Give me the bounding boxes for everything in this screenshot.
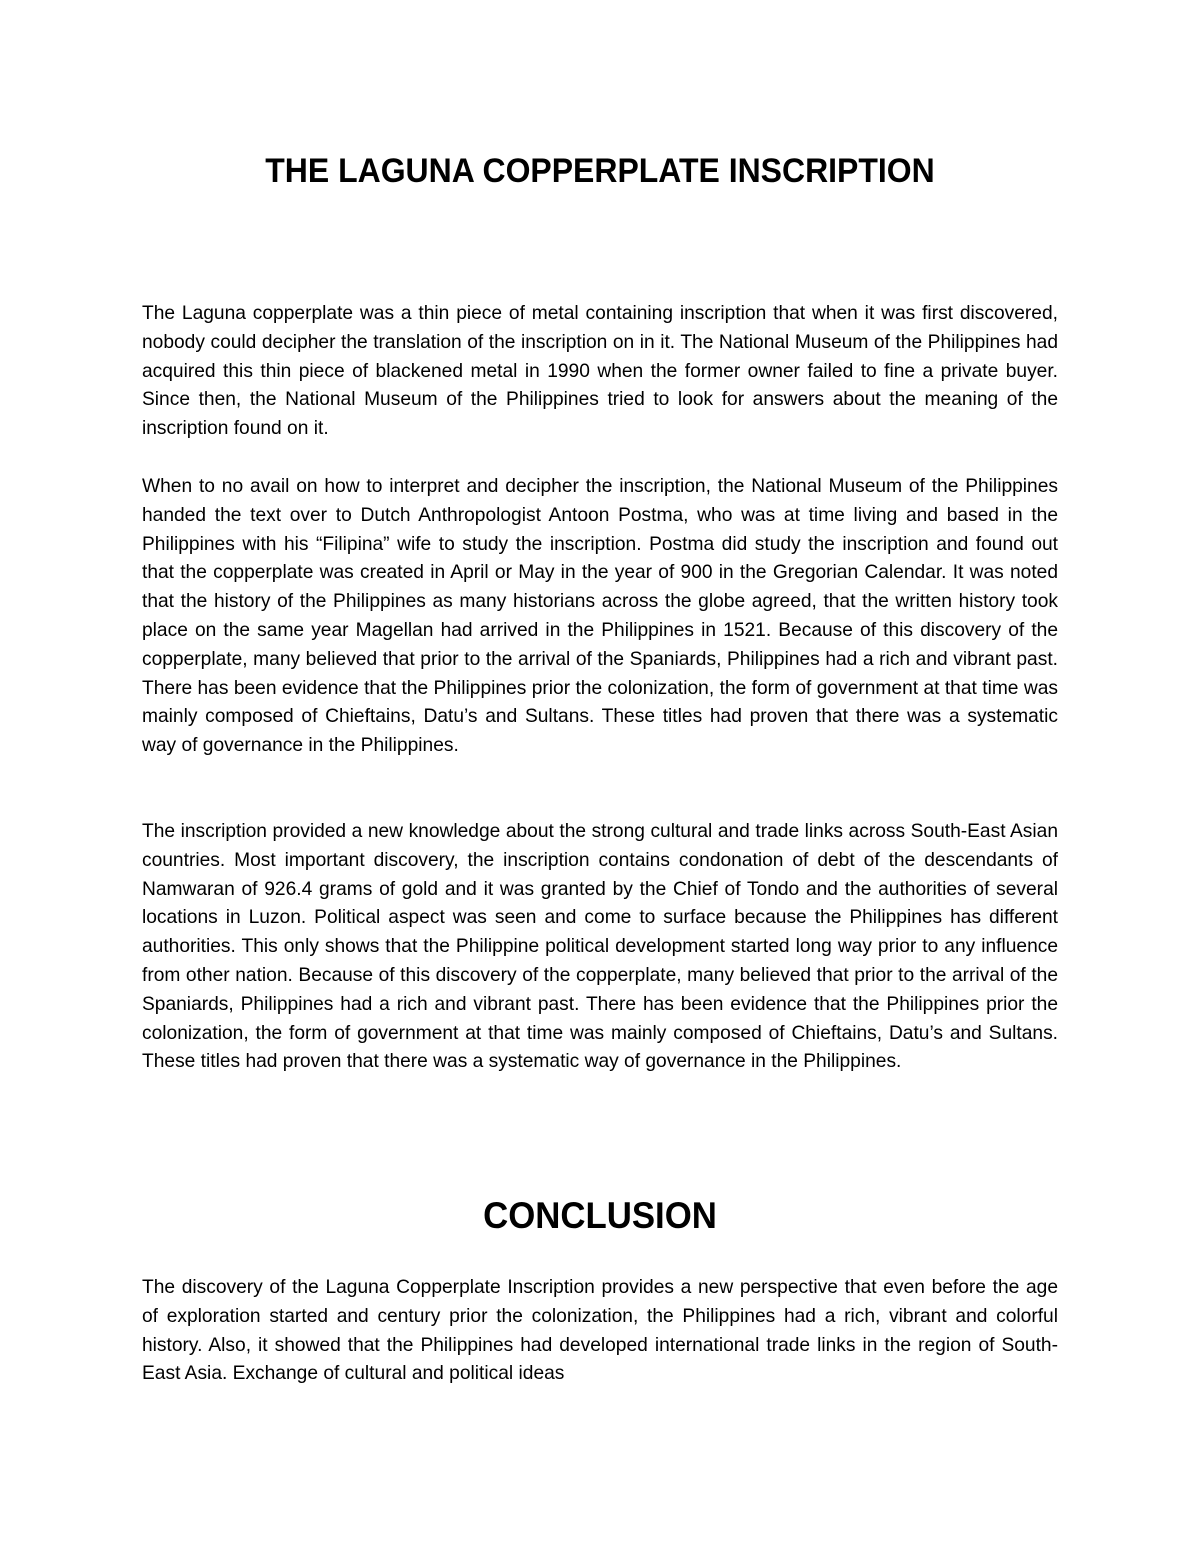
body-paragraph-3: The inscription provided a new knowledge about the strong cultural and trade links across South-East Asian countries. Most important discovery, the inscription contains condonation of debt of the descendants of Namwaran of 926.4 grams of gold and it was granted by the Chief of Tondo and the authorities of several locations in Luzon. Political aspect was seen and come to surface because the Philippines has different authorities. This only shows that the Philippine political development started long way prior to any influence from other nation. Because of this discovery of the copperplate, many believed that prior to the arrival of the Spaniards, Philippines had a rich and vibrant past. There has been evidence that the Philippines prior the colonization, the form of government at that time was mainly composed of Chieftains, Datu’s and Sultans. These titles had proven that there was a systematic way of governance in the Philippines. — [142, 821, 1058, 1073]
body-paragraph-1: The Laguna copperplate was a thin piece of metal containing inscription that when it was first discovered, nobody could decipher the translation of the inscription on in it. The National Museum of the Philippines had acquired this thin piece of blackened metal in 1990 when the former owner failed to fine a private buyer. Since then, the National Museum of the Philippines tried to look for answers about the meaning of the inscription found on it. — [142, 303, 1058, 440]
body-paragraph-2: When to no avail on how to interpret and decipher the inscription, the National Museum of the Philippines handed the text over to Dutch Anthropologist Antoon Postma, who was at time living and based in the Philippines with his “Filipina” wife to study the inscription. Postma did study the inscription and found out that the copperplate was created in April or May in the year of 900 in the Gregorian Calendar. It was noted that the history of the Philippines as many historians across the globe agreed, that the written history took place on the same year Magellan had arrived in the Philippines in 1521. Because of this discovery of the copperplate, many believed that prior to the arrival of the Spaniards, Philippines had a rich and vibrant past. There has been evidence that the Philippines prior the colonization, the form of government at that time was mainly composed of Chieftains, Datu’s and Sultans. These titles had proven that there was a systematic way of governance in the Philippines. — [142, 476, 1058, 757]
page-title: THE LAGUNA COPPERPLATE INSCRIPTION — [265, 152, 935, 190]
conclusion-heading: CONCLUSION — [483, 1195, 717, 1236]
conclusion-paragraph: The discovery of the Laguna Copperplate Inscription provides a new perspective that even before the age of exploration started and century prior the colonization, the Philippines had a rich, vibrant and colorful history. Also, it showed that the Philippines had developed international trade links in the region of South-East Asia. Exchange of cultural and political ideas — [142, 1277, 1058, 1385]
